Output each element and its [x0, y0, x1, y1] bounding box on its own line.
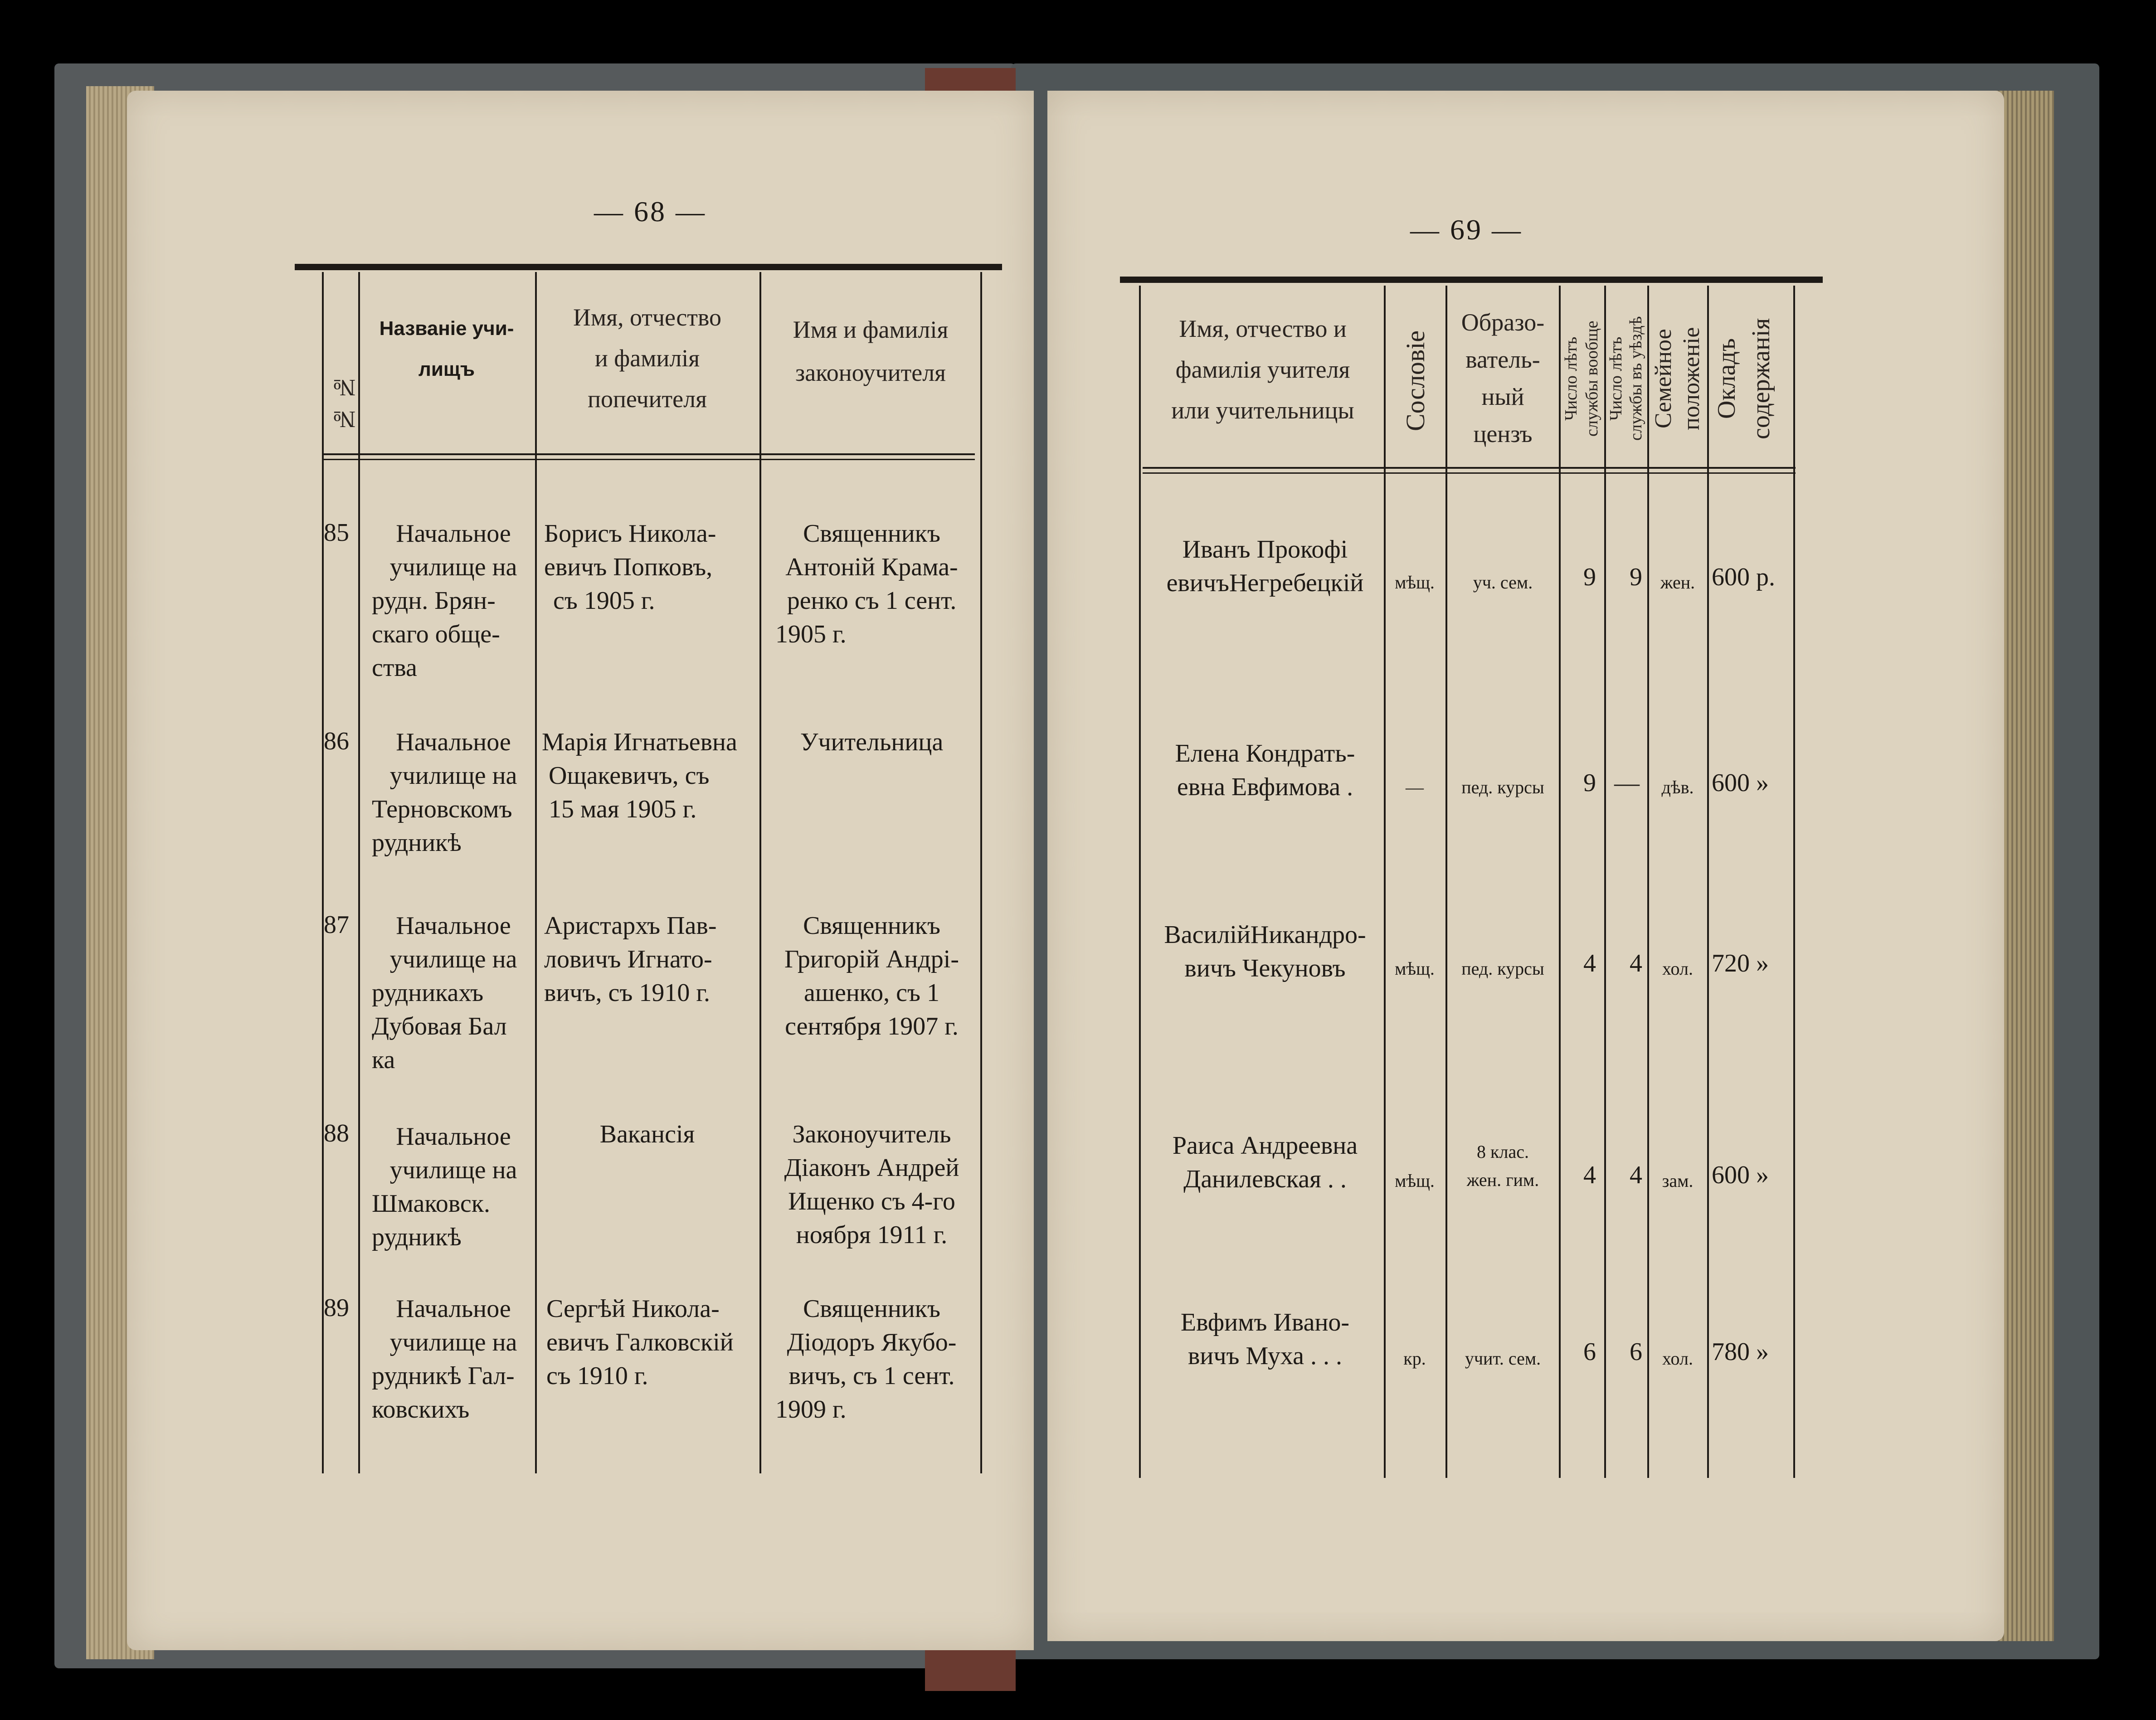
school-name: Начальное училище на рудникахъ Дубовая Бал ка — [372, 912, 517, 1074]
header-trustee: Имя, отчество и фамилія попечителя — [573, 304, 722, 413]
teacher-name: Евфимъ Ивано- вичъ Муха . . . — [1180, 1308, 1350, 1370]
education-value: уч. сем. — [1473, 572, 1533, 593]
teacher-name: Елена Кондрать- евна Евфимова . — [1175, 739, 1355, 801]
salary-value: 780 » — [1712, 1338, 1769, 1366]
years-total: 9 — [1583, 769, 1596, 797]
school-name: Начальное училище на рудн. Брян- скаго обще- ства — [372, 520, 517, 682]
header-number: № № — [331, 374, 357, 432]
left-page-number: — 68 — — [594, 195, 706, 228]
law-teacher-name: Учительница — [800, 728, 944, 756]
row-number: 87 — [324, 911, 349, 939]
right-col-line — [1559, 286, 1561, 1478]
right-col-line — [1793, 286, 1795, 1478]
header-education: Образо- ватель- ный цензъ — [1461, 309, 1545, 447]
right-page-number: — 69 — — [1410, 214, 1523, 246]
trustee-name: Борисъ Никола- евичъ Попковъ, съ 1905 г. — [544, 520, 716, 615]
law-teacher-name: Священникъ Григорій Андрі- ашенко, съ 1 сентября 1907 г. — [784, 912, 959, 1040]
education-value: пед. курсы — [1461, 958, 1544, 979]
family-status: дѣв. — [1661, 777, 1694, 797]
years-district: 4 — [1630, 1161, 1642, 1189]
estate-value: мѣщ. — [1395, 1171, 1435, 1191]
left-header-rule-2 — [322, 459, 975, 460]
law-teacher-name: Священникъ Діодоръ Якубо- вичъ, съ 1 сент. 1909 г. — [775, 1295, 957, 1424]
header-law-teacher: Имя и фамилія законоучителя — [793, 316, 949, 386]
header-family: Семейное положеніе — [1650, 327, 1704, 430]
school-name: Начальное училище на Терновскомъ рудникѣ — [372, 728, 517, 857]
years-total: 9 — [1583, 563, 1596, 591]
header-teacher: Имя, отчество и фамилія учителя или учительницы — [1171, 315, 1354, 424]
estate-value: мѣщ. — [1395, 958, 1435, 979]
family-status: жен. — [1660, 572, 1695, 593]
estate-value: мѣщ. — [1395, 572, 1435, 593]
trustee-name: Сергѣй Никола- евичъ Галковскій съ 1910 г. — [546, 1295, 734, 1390]
header-salary: Окладъ содержанія — [1713, 318, 1775, 439]
trustee-name: Марія Игнатьевна Ощакевичъ, съ 15 мая 1905 г. — [542, 728, 737, 823]
years-district: 9 — [1630, 563, 1642, 591]
salary-value: 600 » — [1712, 1161, 1769, 1189]
education-value: учит. сем. — [1465, 1348, 1541, 1369]
law-teacher-name: Законоучитель Діаконъ Андрей Ищенко съ 4-го ноября 1911 г. — [784, 1120, 959, 1249]
header-years-total: Число лѣтъ службы вообще — [1562, 321, 1601, 437]
family-status: хол. — [1662, 1348, 1693, 1369]
trustee-name: Аристархъ Пав- ловичъ Игнато- вичъ, съ 1910 г. — [544, 912, 717, 1007]
years-district: 6 — [1630, 1338, 1642, 1366]
left-col-line — [358, 272, 360, 1473]
trustee-name: Вакансія — [599, 1120, 695, 1148]
years-district: 4 — [1630, 949, 1642, 977]
years-total: 4 — [1583, 949, 1596, 977]
education-value: 8 клас. жен. гим. — [1466, 1142, 1539, 1190]
right-header-rule-2 — [1143, 472, 1796, 474]
header-school: Названіе учи- лищъ — [379, 317, 514, 380]
right-col-line — [1647, 286, 1649, 1478]
right-col-line — [1604, 286, 1606, 1478]
family-status: зам. — [1662, 1171, 1694, 1191]
header-estate: Сословіе — [1401, 330, 1430, 432]
teacher-name: ВасилійНикандро- вичъ Чекуновъ — [1164, 921, 1366, 982]
right-header-rule — [1143, 467, 1796, 469]
header-years-district: Число лѣтъ службы въ уѣздѣ — [1606, 316, 1645, 441]
right-col-line — [1707, 286, 1709, 1478]
years-total: 6 — [1583, 1338, 1596, 1366]
family-status: хол. — [1662, 958, 1693, 979]
law-teacher-name: Священникъ Антоній Крама- ренко съ 1 сент. 1905 г. — [775, 520, 958, 648]
right-col-line — [1384, 286, 1386, 1478]
left-top-rule — [295, 264, 1002, 270]
right-top-rule — [1120, 277, 1823, 283]
row-number: 89 — [324, 1294, 349, 1322]
salary-value: 720 » — [1712, 949, 1769, 977]
school-name: Начальное училище на Шмаковск. рудникѣ — [372, 1122, 517, 1251]
teacher-name: Иванъ Прокофі евичъНегребецкій — [1166, 535, 1364, 597]
estate-value: кр. — [1403, 1348, 1426, 1369]
right-col-line — [1139, 286, 1141, 1478]
teacher-name: Раиса Андреевна Данилевская . . — [1172, 1132, 1358, 1193]
left-header-rule — [322, 453, 975, 455]
salary-value: 600 р. — [1712, 563, 1775, 591]
row-number: 85 — [324, 519, 349, 547]
school-name: Начальное училище на рудникѣ Гал- ковскихъ — [372, 1295, 517, 1424]
estate-value: — — [1406, 777, 1424, 797]
left-col-line — [535, 272, 537, 1473]
years-total: 4 — [1583, 1161, 1596, 1189]
years-district: — — [1614, 769, 1640, 797]
right-col-line — [1445, 286, 1447, 1478]
education-value: пед. курсы — [1461, 777, 1544, 797]
salary-value: 600 » — [1712, 769, 1769, 797]
row-number: 88 — [324, 1119, 349, 1147]
row-number: 86 — [324, 727, 349, 755]
